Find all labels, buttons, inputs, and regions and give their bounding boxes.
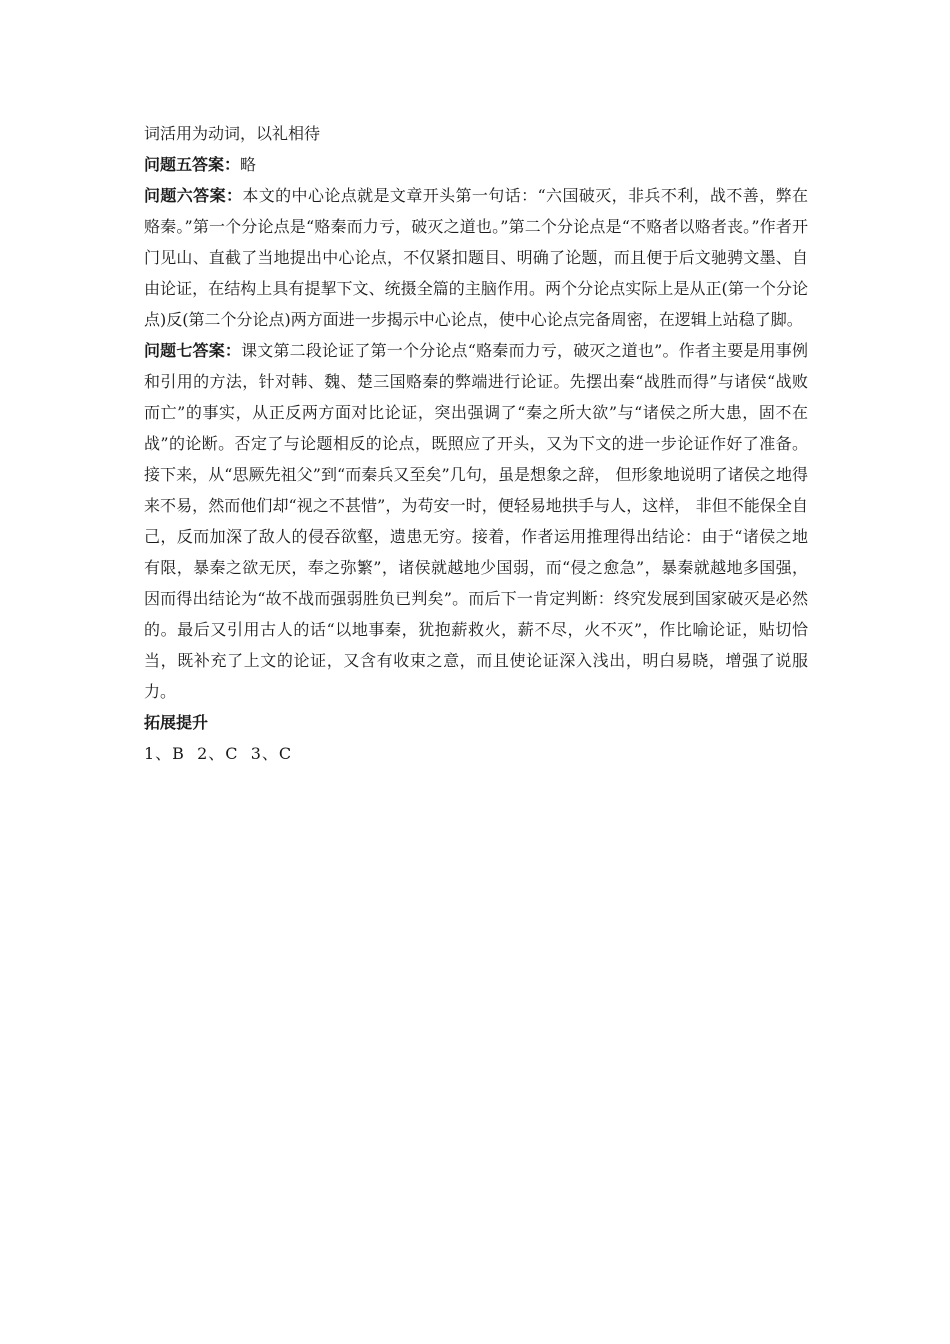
answer-q7-text: 课文第二段论证了第一个分论点“赂秦而力亏，破灭之道也”。作者主要是用事例和引用的方法，针对韩、魏、楚三国赂秦的弊端进行论证。先摆出秦“战胜而得”与诸侯“战败而亡”的事实，从正反两方面对比论证，突出强调了“秦之所大欲”与“诸侯之所大患，固不在战”的论断。否定了与论题相反的论点，既照应了开头，又为下文的进一步论证作好了准备。接下来，从“思厥先祖父”到“而秦兵又至矣”几句，虽是想象之辞， 但形象地说明了诸侯之地得来不易，然而他们却“视之不甚惜”，为苟安一时，便轻易地拱手与人，这样， 非但不能保全自己，反而加深了敌人的侵吞欲壑，遗患无穷。接着，作者运用推理得出结论：由于“诸侯之地有限，暴秦之欲无厌，奉之弥繁”，诸侯就越地少国弱，而“侵之愈急”，暴秦就越地多国强，因而得出结论为“故不战而强弱胜负已判矣”。而后下一肯定判断：终究发展到国家破灭是必然的。最后又引用古人的话“以地事秦，犹抱薪救火，薪不尽，火不灭”，作比喻论证，贴切恰当，既补充了上文的论证，又含有收束之意，而且使论证深入浅出，明白易晓，增强了说服力。 [144, 341, 808, 701]
answer-q6 [144, 180, 808, 335]
document-body [144, 118, 808, 769]
answer-q6-text: 本文的中心论点就是文章开头第一句话：“六国破灭，非兵不利，战不善，弊在赂秦。”第一个分论点是“赂秦而力亏，破灭之道也。”第二个分论点是“不赂者以赂者丧。”作者开门见山、直截了当地提出中心论点，不仅紧扣题目、明确了论题，而且便于后文驰骋文墨、自由论证，在结构上具有提挈下文、统摄全篇的主脑作用。两个分论点实际上是从正(第一个分论点)反(第二个分论点)两方面进一步揭示中心论点，使中心论点完备周密，在逻辑上站稳了脚。 [144, 186, 808, 329]
extension-heading: 拓展提升 [144, 713, 209, 732]
answer-q5-text: 略 [240, 155, 257, 174]
answer-q7-label: 问题七答案： [144, 341, 242, 360]
extension-answers: 1、B 2、C 3、C [144, 744, 293, 763]
answer-q6-label: 问题六答案： [144, 186, 243, 205]
answer-q7 [144, 335, 808, 707]
answer-q5 [144, 149, 808, 180]
continued-line: 词活用为动词，以礼相待 [144, 124, 321, 143]
answer-q5-label: 问题五答案： [144, 155, 241, 174]
